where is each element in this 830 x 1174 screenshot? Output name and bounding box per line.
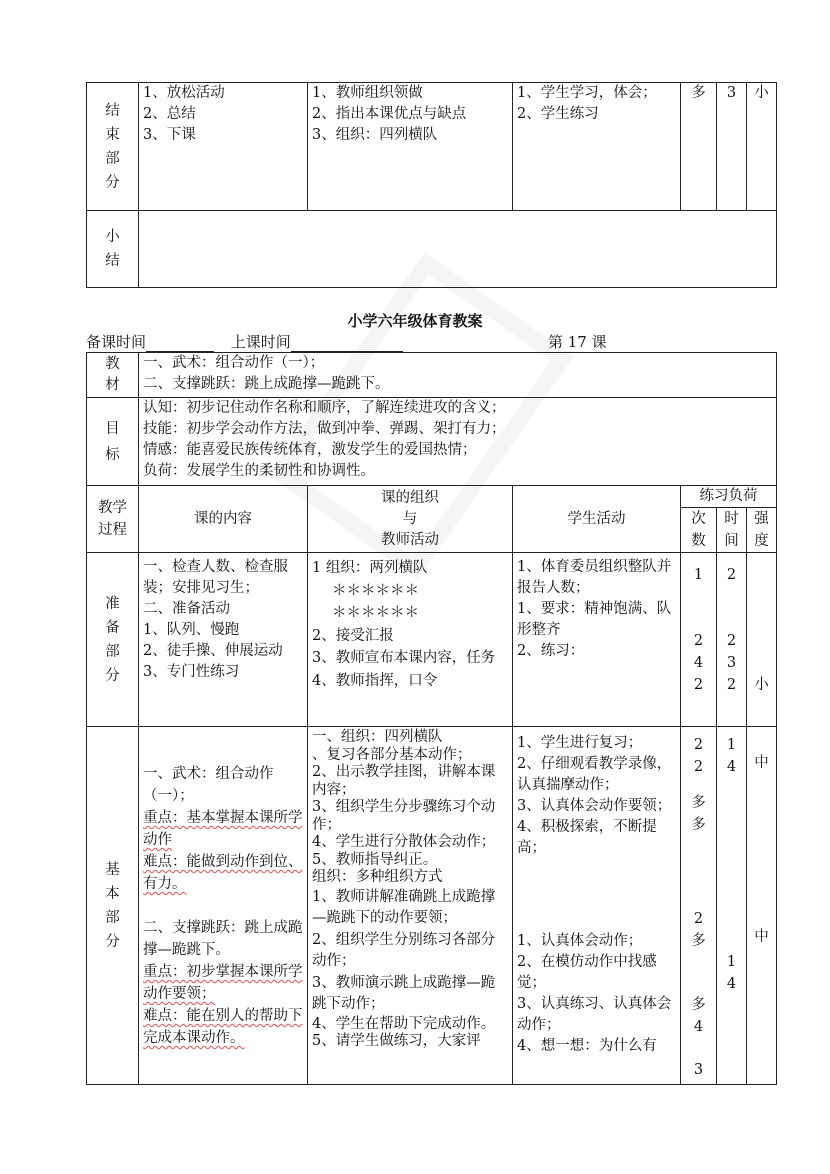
text: 3、认真练习、认真体会动作；: [517, 996, 672, 1033]
summary-cell[interactable]: [139, 211, 777, 288]
text: 3、组织：四列横队: [312, 127, 438, 143]
text: 二、支撑跳跃：跳上成跪撑—跪跳下。: [143, 376, 390, 392]
summary-label-cell: [87, 211, 139, 288]
text: 5、请学生做练习，大家评: [312, 1033, 481, 1049]
text: 1 组织：两列横队: [312, 560, 428, 576]
text: 次数: [691, 511, 706, 549]
text: 难点：能在别人的帮助下完成本课动作。: [143, 1008, 303, 1046]
text: 4: [726, 759, 737, 775]
text: 2、指出本课优点与缺点: [312, 106, 467, 122]
text: 中: [754, 755, 769, 771]
text: 2、在模仿动作中找感觉；: [517, 954, 657, 991]
text: 多: [691, 817, 706, 833]
text: 教材: [105, 356, 120, 393]
text: 二、支撑跳跃：跳上成跪撑—跪跳下。: [143, 920, 303, 958]
text: 强度: [754, 511, 769, 549]
text: 一、组织：四列横队: [312, 729, 443, 745]
text: 时间: [724, 511, 739, 549]
text: 3、专门性练习: [143, 664, 240, 680]
prep-label: [87, 553, 139, 727]
text: 基本部分: [105, 861, 120, 950]
prep-organization: [308, 553, 513, 727]
closing-table: [86, 82, 777, 288]
text: 一、武术：组合动作（一）；: [143, 766, 274, 804]
text: 2: [693, 911, 704, 927]
prep-time: [717, 553, 747, 727]
text: 3、教师演示跳上成跪撑—跪跳下动作；: [312, 974, 496, 1012]
text: 4: [693, 655, 704, 671]
material-label: [87, 353, 139, 398]
header-load: 练习负荷: [681, 486, 777, 508]
text: 1、要求：精神饱满、队形整齐: [517, 601, 672, 638]
material-cell: [139, 353, 777, 398]
text: 与: [402, 510, 418, 527]
text: 5、教师指导纠正。: [312, 851, 438, 868]
text: 一、武术：组合动作（一）；: [143, 355, 325, 371]
text: 2、接受汇报: [312, 627, 394, 644]
text: 2、徒手操、伸展运动: [143, 643, 283, 659]
text: ＊＊＊＊＊＊: [332, 605, 419, 621]
prep-time-blank[interactable]: [146, 336, 214, 352]
prep-count: [681, 553, 717, 727]
text: 目标: [105, 420, 120, 463]
text: 多: [691, 933, 706, 949]
text: 教学过程: [98, 500, 127, 538]
closing-intensity: 小: [747, 83, 777, 211]
text: 中: [754, 929, 769, 945]
text: 2: [693, 677, 704, 693]
header-count: [681, 508, 717, 553]
lesson-number: 第 17 课: [548, 333, 607, 351]
text: 备课时间: [86, 333, 147, 351]
text: 小: [754, 677, 769, 693]
text: 2、出示教学挂图，讲解本课内容；: [312, 764, 496, 798]
text: 2、仔细观看教学录像，认真揣摩动作；: [517, 756, 672, 793]
text: 2: [726, 677, 737, 693]
class-time-blank[interactable]: [291, 336, 403, 352]
text: 2、总结: [143, 106, 196, 122]
basic-time: [717, 727, 747, 1085]
text: 4、积极探索，不断提高；: [517, 819, 657, 856]
text: 3: [693, 1062, 704, 1078]
basic-intensity: [747, 727, 777, 1085]
text: 准备部分: [105, 595, 120, 684]
text: 3、下课: [143, 127, 196, 143]
text: 3: [726, 655, 737, 671]
text: 结束部分: [105, 102, 120, 191]
text: 重点：基本掌握本课所学动作: [143, 810, 303, 848]
text: 2: [726, 567, 737, 583]
text: 组织：多种组织方式: [312, 869, 443, 885]
header-time: [717, 508, 747, 553]
text: 4、学生进行分散体会动作；: [312, 834, 496, 850]
text: 1: [726, 954, 737, 970]
header-content: 课的内容: [139, 486, 308, 553]
basic-content: [139, 727, 308, 1085]
text: 3、教师宣布本课内容，任务: [312, 650, 496, 666]
doc-title: 小学六年级体育教案: [347, 312, 483, 330]
text: 1、放松活动: [143, 85, 225, 101]
text: 4、想一想：为什么有: [517, 1038, 657, 1054]
closing-org-cell: [308, 83, 513, 211]
closing-student-cell: [513, 83, 681, 211]
text: 1、教师组织领做: [312, 85, 423, 101]
text: 认知：初步记住动作名称和顺序，了解连续进攻的含义；: [143, 400, 506, 416]
text: 4、教师指挥，口令: [312, 672, 438, 689]
closing-label-cell: [87, 83, 139, 211]
text: 4: [693, 1019, 704, 1035]
doc-meta: [86, 331, 776, 352]
text: 技能：初步学会动作方法，做到冲拳、弹踢、架打有力；: [143, 421, 506, 437]
text: 4: [726, 976, 737, 992]
text: 1、学生进行复习；: [517, 735, 643, 751]
text: 2: [726, 633, 737, 649]
prep-intensity: [747, 553, 777, 727]
text: 1、体育委员组织整队并报告人数；: [517, 559, 672, 596]
text: 2、组织学生分别练习各部分动作；: [312, 931, 496, 969]
text: 重点：初步掌握本课所学动作要领；: [143, 964, 303, 1002]
text: 小结: [105, 229, 120, 269]
text: 1、教师讲解准确跳上成跪撑—跪跳下的动作要领；: [312, 888, 496, 926]
text: 3、组织学生分步骤练习个动作；: [312, 799, 496, 833]
text: 、复习各部分基本动作；: [312, 746, 472, 763]
header-organization: [308, 486, 513, 553]
basic-label: [87, 727, 139, 1085]
goal-cell: [139, 398, 777, 486]
text: 负荷：发展学生的柔韧性和协调性。: [143, 463, 375, 479]
goal-label: [87, 398, 139, 486]
text: 2: [693, 737, 704, 753]
text: 多: [691, 997, 706, 1013]
text: 2: [693, 633, 704, 649]
text: 难点：能做到动作到位、有力。: [143, 854, 303, 892]
basic-student: [513, 727, 681, 1085]
text: 1、队列、慢跑: [143, 622, 240, 638]
closing-count: 多: [681, 83, 717, 211]
text: 情感：能喜爱民族传统体育，激发学生的爱国热情；: [143, 442, 477, 458]
lesson-table: [86, 352, 777, 1085]
closing-time: 3: [717, 83, 747, 211]
text: 1、认真体会动作；: [517, 933, 643, 949]
header-intensity: [747, 508, 777, 553]
prep-content: [139, 553, 308, 727]
text: 多: [691, 795, 706, 811]
basic-count: [681, 727, 717, 1085]
text: 课的组织: [381, 489, 439, 506]
text: 2: [693, 759, 704, 775]
text: 上课时间: [230, 333, 291, 351]
header-student: 学生活动: [513, 486, 681, 553]
text: 1: [726, 737, 737, 753]
text: 教师活动: [381, 531, 439, 548]
text: 3、认真体会动作要领；: [517, 798, 672, 814]
text: 二、准备活动: [143, 601, 230, 617]
basic-organization: [308, 727, 513, 1085]
text: ＊＊＊＊＊＊: [332, 582, 419, 599]
header-process: [87, 486, 139, 553]
text: 一、检查人数、检查服装；安排见习生；: [143, 559, 288, 596]
text: 2、练习：: [517, 643, 585, 659]
text: 1、学生学习，体会；: [517, 85, 657, 101]
text: 4、学生在帮助下完成动作。: [312, 1015, 496, 1032]
text: 2、学生练习: [517, 106, 599, 122]
closing-content-cell: [139, 83, 308, 211]
prep-student: [513, 553, 681, 727]
text: 1: [693, 567, 704, 583]
